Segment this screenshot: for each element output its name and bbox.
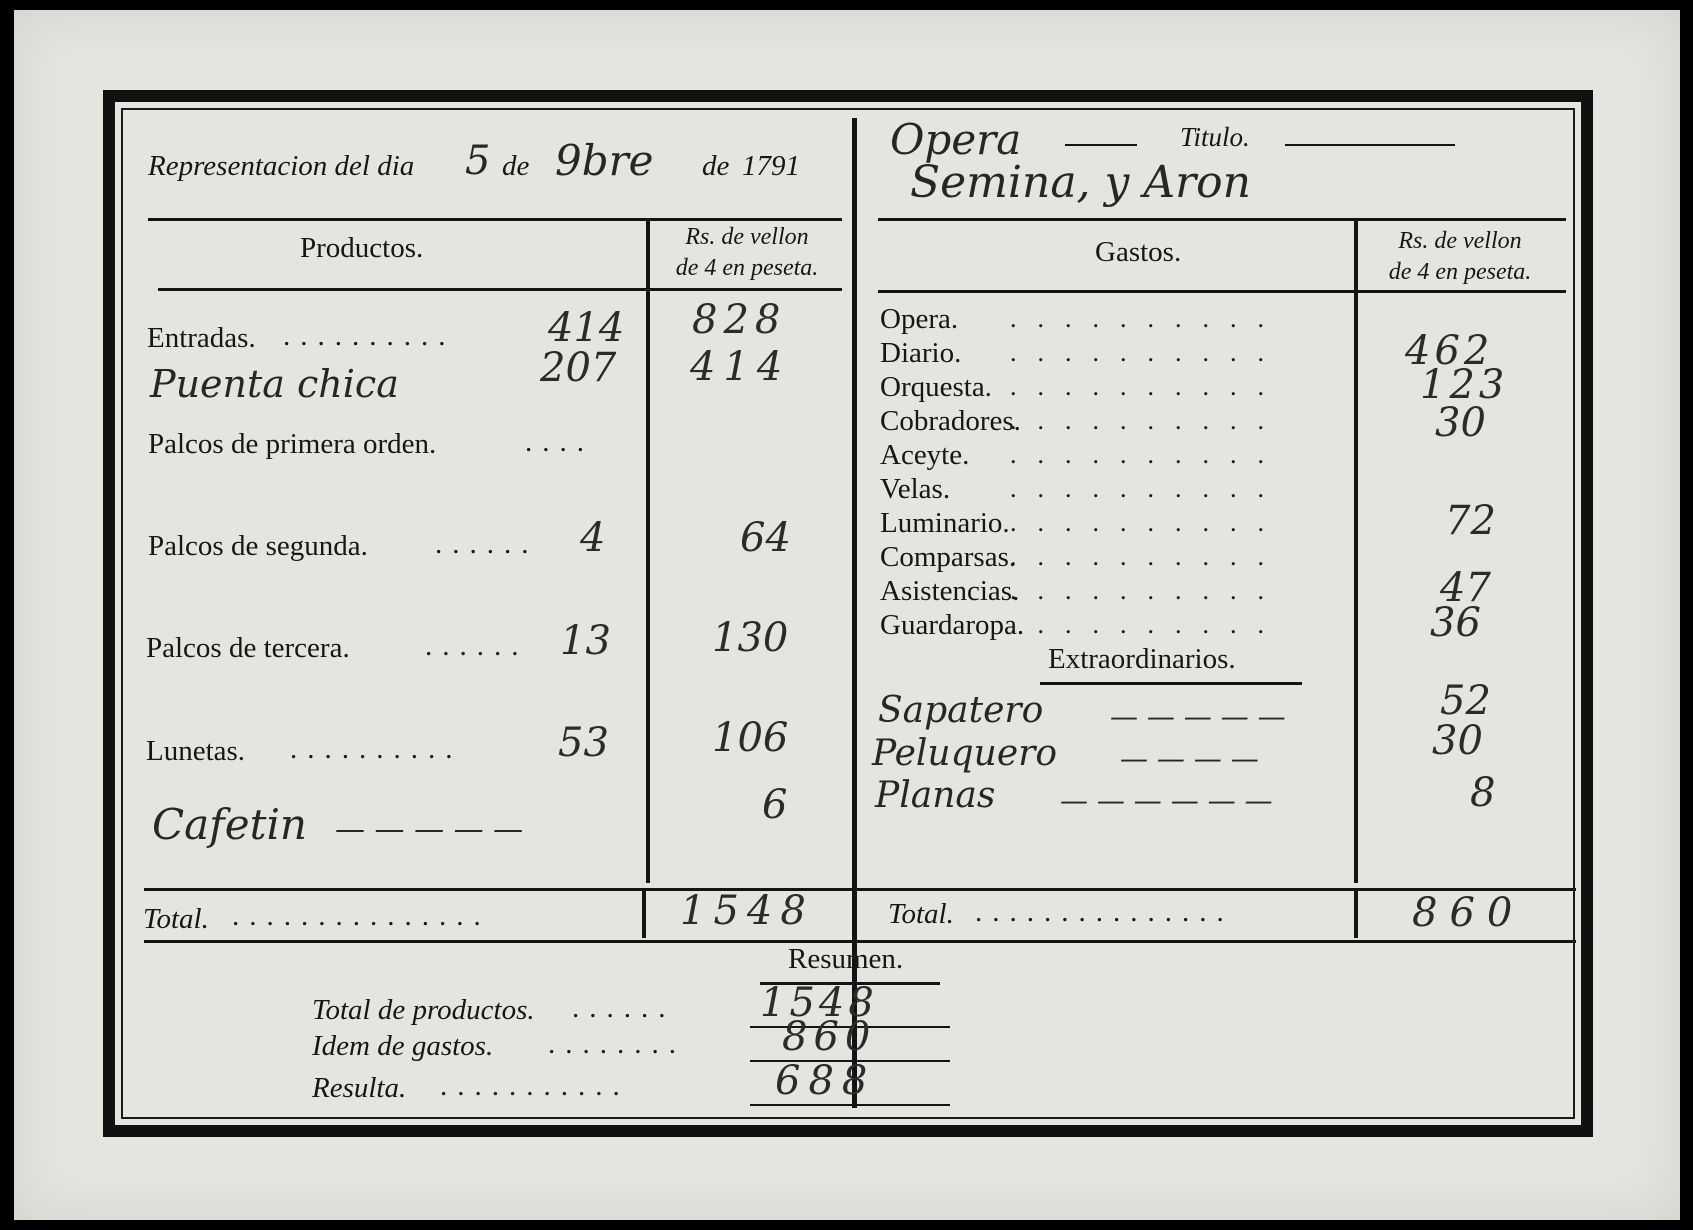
gastos-row-label: Aceyte. <box>880 439 970 471</box>
gastos-row-label: Guardaropa. <box>880 609 1025 641</box>
dot-leader: .......... <box>1010 474 1285 503</box>
dot-leader: .......... <box>1010 338 1285 367</box>
dot-leader: .......... <box>283 320 456 352</box>
productos-row-label: Palcos de segunda. <box>148 530 368 562</box>
productos-row-label: Palcos de primera orden. <box>148 428 437 460</box>
titulo-rule-2 <box>1285 144 1455 146</box>
resumen-value-rule <box>750 1104 950 1106</box>
resulta-label: Resulta. <box>312 1072 407 1104</box>
gastos-total-amount: 860 <box>1412 890 1525 936</box>
gastos-row-amount: 30 <box>1435 400 1486 446</box>
dot-leader: ........ <box>548 1028 686 1060</box>
dot-leader: .......... <box>1010 304 1285 333</box>
gastos-row-label: Comparsas. <box>880 541 1017 573</box>
dash-leader: — — — — <box>1120 742 1259 775</box>
year-value: 1791 <box>742 150 800 182</box>
extraordinario-amount: 8 <box>1470 770 1496 816</box>
titulo-line-1: Opera <box>890 115 1022 164</box>
productos-row-amount: 130 <box>712 615 789 661</box>
productos-amount-divider <box>646 218 650 883</box>
gastos-row-label: Orquesta. <box>880 371 992 403</box>
day-value: 5 <box>465 138 491 184</box>
gastos-row-amount: 36 <box>1430 600 1481 646</box>
dot-leader: .......... <box>1010 372 1285 401</box>
extraordinario-label: Peluquero <box>872 733 1058 774</box>
gastos-currency-heading-1: Rs. de vellon <box>1398 228 1522 254</box>
productos-row-amount: 6 <box>762 782 788 828</box>
gastos-row-label: Diario. <box>880 337 962 369</box>
dash-leader: — — — — — <box>335 812 524 847</box>
gastos-row-amount: 462 <box>1405 328 1494 374</box>
gastos-row-amount: 72 <box>1445 498 1496 544</box>
total-divider-center <box>852 888 856 938</box>
productos-row-count: 414 <box>548 305 625 351</box>
total-productos-label: Total de productos. <box>312 994 535 1026</box>
extraordinario-label: Planas <box>875 775 996 816</box>
productos-currency-heading-2: de 4 en peseta. <box>675 255 819 281</box>
productos-row-count: 4 <box>580 515 606 561</box>
gastos-heading: Gastos. <box>1095 236 1182 268</box>
productos-row-label: Palcos de tercera. <box>146 632 350 664</box>
month-value: 9bre <box>555 136 654 185</box>
productos-row-label: Puenta chica <box>150 362 399 406</box>
totals-top-rule <box>144 888 1576 891</box>
dot-leader: ........... <box>440 1070 630 1102</box>
titulo-rule-1 <box>1065 144 1137 146</box>
extraordinarios-rule <box>1040 682 1302 685</box>
representacion-label: Representacion del dia <box>148 150 415 182</box>
productos-total-amount: 1548 <box>680 888 814 934</box>
productos-heading: Productos. <box>300 232 424 264</box>
total-productos-value: 1548 <box>760 980 878 1026</box>
gastos-total-label: Total. <box>888 898 954 930</box>
dot-leader: ............... <box>975 896 1234 928</box>
gastos-currency-heading-2: de 4 en peseta. <box>1388 259 1532 285</box>
extraordinario-label: Sapatero <box>878 690 1044 731</box>
de-label-2: de <box>702 150 730 182</box>
gastos-header-rule <box>878 290 1566 293</box>
gastos-amount-divider <box>1354 218 1358 883</box>
titulo-line-2: Semina, y Aron <box>910 157 1251 208</box>
productos-row-label: Entradas. <box>147 322 256 354</box>
dash-leader: — — — — — <box>1110 700 1286 733</box>
total-divider-right <box>1354 888 1358 938</box>
productos-total-label: Total. <box>143 903 209 935</box>
idem-gastos-value: 860 <box>782 1014 877 1060</box>
gastos-row-amount: 123 <box>1420 362 1509 408</box>
dot-leader: .......... <box>1010 508 1285 537</box>
productos-row-label: Lunetas. <box>146 735 246 767</box>
dot-leader: ............... <box>232 900 491 932</box>
total-divider-left <box>642 888 646 938</box>
dot-leader: ...... <box>425 630 529 662</box>
dot-leader: .......... <box>1010 440 1285 469</box>
resumen-heading: Resumen. <box>788 943 904 975</box>
productos-row-count: 207 <box>540 345 617 391</box>
titulo-label: Titulo. <box>1180 122 1250 152</box>
productos-currency-heading-1: Rs. de vellon <box>685 224 809 250</box>
de-label-1: de <box>502 150 530 182</box>
gastos-row-label: Asistencias. <box>880 575 1020 607</box>
dot-leader: .......... <box>1010 576 1285 605</box>
gastos-row-amount: 47 <box>1440 565 1491 611</box>
dot-leader: .......... <box>290 733 463 765</box>
productos-row-count: 53 <box>558 720 609 766</box>
extraordinario-amount: 52 <box>1440 678 1491 724</box>
productos-row-amount: 828 <box>692 297 787 343</box>
extraordinarios-heading: Extraordinarios. <box>1048 643 1236 675</box>
productos-row-amount: 64 <box>740 515 791 561</box>
productos-row-label: Cafetin <box>152 800 307 849</box>
productos-header-rule <box>158 288 842 291</box>
dot-leader: .......... <box>1010 542 1285 571</box>
extraordinario-amount: 30 <box>1432 718 1483 764</box>
productos-top-rule <box>148 218 842 221</box>
dot-leader: ...... <box>572 992 676 1024</box>
gastos-row-label: Luminario. <box>880 507 1010 539</box>
gastos-row-label: Opera. <box>880 303 959 335</box>
gastos-top-rule <box>878 218 1566 221</box>
dot-leader: ...... <box>435 528 539 560</box>
dot-leader: .... <box>525 426 594 458</box>
dot-leader: .......... <box>1010 610 1285 639</box>
idem-gastos-label: Idem de gastos. <box>312 1030 494 1062</box>
resulta-value: 688 <box>775 1058 876 1104</box>
dot-leader: .......... <box>1010 406 1285 435</box>
productos-row-amount: 106 <box>712 715 789 761</box>
productos-row-amount: 414 <box>690 344 791 390</box>
gastos-row-label: Velas. <box>880 473 951 505</box>
dash-leader: — — — — — — <box>1060 784 1273 817</box>
gastos-row-label: Cobradores. <box>880 405 1021 437</box>
productos-row-count: 13 <box>560 618 611 664</box>
